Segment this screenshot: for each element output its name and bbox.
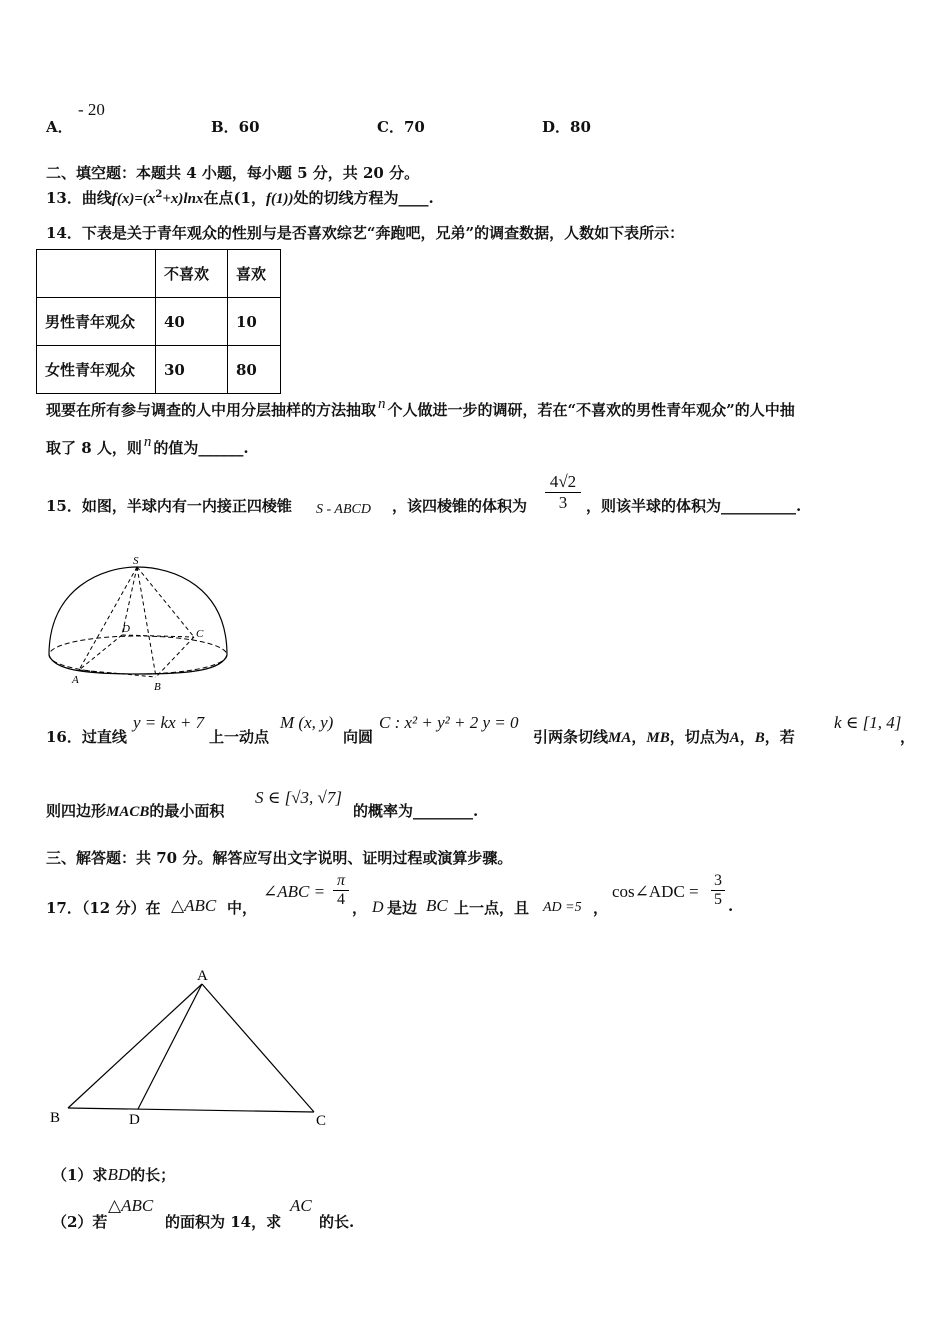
q16-comma-2: ，: [739, 728, 755, 746]
q17-p1-bd: BD: [107, 1165, 131, 1184]
table-row: [37, 250, 281, 298]
q15-pyramid: S - ABCD: [316, 502, 371, 517]
option-c: C．70: [377, 118, 425, 136]
q16-mb: MB: [646, 730, 670, 746]
q14-line1-b: 个人做进一步的调研，若在“不喜欢的男性青年观众”的人中抽: [387, 401, 795, 419]
q17-p2-a: （2）若: [52, 1213, 108, 1231]
base-ellipse: [49, 636, 227, 674]
q17-end: .: [728, 897, 734, 915]
q15-prefix: 15．如图，半球内有一内接正四棱锥: [46, 497, 292, 515]
table-cell: 女性青年观众: [37, 346, 156, 394]
table-cell: 30: [156, 346, 228, 394]
q15-mid: ，该四棱锥的体积为: [392, 497, 528, 515]
q15-frac-den: 3: [558, 493, 568, 512]
label-s: S: [133, 555, 139, 567]
q16-line2-c: 的概率为________.: [353, 802, 479, 820]
q16-circle: C : x² + y² + 2 y = 0: [379, 713, 519, 732]
base-front-arc: [49, 655, 227, 674]
option-b: B．60: [211, 118, 260, 136]
label-b-17: B: [50, 1110, 61, 1126]
option-a-label: A．: [46, 118, 73, 136]
survey-table: [36, 249, 281, 394]
q16-t2: 向圆: [343, 728, 374, 746]
q14-line1-a: 现要在所有参与调查的人中用分层抽样的方法抽取: [46, 401, 377, 419]
q17-p2-b: 的面积为 14，求: [165, 1213, 282, 1231]
label-c: C: [196, 628, 204, 640]
section3-title: 三、解答题：共 70 分。解答应写出文字说明、证明过程或演算步骤。: [46, 849, 513, 867]
triangle-figure: [44, 962, 344, 1132]
q17-tri: △ABC: [171, 896, 217, 915]
side-bc: [68, 1108, 314, 1112]
q17-ad: AD =5: [543, 900, 582, 915]
label-d: D: [122, 623, 130, 635]
option-d: D．80: [542, 118, 591, 136]
table-cell: 男性青年观众: [37, 298, 156, 346]
q17-cos-frac: [711, 872, 725, 909]
question-13: [46, 187, 434, 208]
q17-p2-c: 的长.: [319, 1213, 355, 1231]
table-row: [37, 346, 281, 394]
table-row: [37, 298, 281, 346]
q17-p1-a: （1）求: [52, 1166, 108, 1184]
q17-pi-frac: [333, 872, 349, 909]
q16-line2-b: 的最小面积: [149, 802, 225, 820]
table-cell: 40: [156, 298, 228, 346]
label-a-17: A: [197, 968, 208, 984]
q17-pi-den: 4: [337, 891, 345, 908]
q17-pi-num: π: [333, 872, 349, 891]
q16-t4: ，切点为: [669, 728, 730, 746]
q14-var-n: n: [378, 396, 386, 412]
q14-var-n-2: n: [143, 434, 152, 450]
q16-line2-a: 则四边形: [46, 802, 107, 820]
q15-frac-num: 4√2: [545, 472, 581, 493]
q16-pb: B: [754, 730, 765, 746]
q16-prefix: 16．过直线: [46, 728, 127, 746]
q16-line1-rest: [533, 726, 795, 747]
q16-pa: A: [729, 730, 740, 746]
pyramid-lines: [79, 567, 194, 677]
q15-fraction: [545, 472, 581, 513]
q16-krange: k ∈ [1, 4]: [834, 713, 902, 732]
q14-line2-a: 取了 8 人，则: [46, 439, 142, 457]
q16-ma: MA: [608, 730, 632, 746]
q17-angle: ∠ABC =: [263, 882, 326, 901]
q15-tail: ，则该半球的体积为__________.: [586, 497, 802, 515]
label-a: A: [72, 674, 79, 686]
q17-t5: ，: [593, 899, 609, 917]
q17-part1: [52, 1164, 175, 1185]
q13-f1: f(1)): [265, 191, 294, 207]
q14-line1: [46, 396, 795, 420]
q13-mid: 在点(1，: [203, 189, 266, 207]
q17-p2-tri: △ABC: [108, 1196, 154, 1215]
q13-func-rest: +x)lnx: [162, 191, 204, 207]
q16-t3: 引两条切线: [533, 728, 609, 746]
segment-ad: [138, 984, 202, 1109]
q17-cos-den: 5: [714, 891, 722, 908]
q13-sup: 2: [155, 189, 163, 200]
q17-cos: cos∠ADC =: [612, 882, 699, 901]
label-d-17: D: [129, 1112, 140, 1128]
q16-macb: MACB: [106, 804, 150, 820]
section2-title: 二、填空题：本题共 4 小题，每小题 5 分，共 20 分。: [46, 164, 420, 182]
q13-tail: 处的切线方程为____.: [293, 189, 434, 207]
q17-p1-b: 的长；: [130, 1166, 176, 1184]
table-header-cell: 不喜欢: [156, 250, 228, 298]
q13-func: f(x)=(x: [111, 191, 156, 207]
side-ac: [202, 984, 314, 1112]
q17-bc: BC: [426, 896, 448, 915]
q14-line2: [46, 434, 249, 458]
q16-comma: ，: [631, 728, 647, 746]
side-ab: [68, 984, 202, 1108]
label-b: B: [154, 681, 161, 693]
q16-t1: 上一动点: [209, 728, 270, 746]
q17-d: D: [372, 899, 384, 916]
option-a-value: - 20: [78, 100, 105, 119]
q17-p2-ac: AC: [290, 1196, 312, 1215]
q16-srange: S ∈ [√3, √7]: [255, 788, 342, 807]
q17-prefix: 17．（12 分）在: [46, 899, 161, 917]
hemisphere-figure: [44, 552, 234, 697]
q16-end: ，: [900, 728, 916, 746]
q13-num: 13．曲线: [46, 189, 112, 207]
q17-t4: 上一点，且: [454, 899, 530, 917]
table-cell: 80: [228, 346, 281, 394]
q16-t5: ，若: [764, 728, 795, 746]
q17-cos-num: 3: [711, 872, 725, 891]
q16-line-eq: y = kx + 7: [133, 713, 205, 732]
table-header-cell: 喜欢: [228, 250, 281, 298]
q16-point: M (x, y): [280, 713, 334, 732]
q17-t1: 中，: [227, 899, 258, 917]
table-cell: 10: [228, 298, 281, 346]
table-header-cell: [37, 250, 156, 298]
q16-line2-a-wrap: [46, 800, 224, 821]
q14-intro: 14．下表是关于青年观众的性别与是否喜欢综艺“奔跑吧，兄弟”的调查数据，人数如下表所示：: [46, 224, 685, 242]
q14-line2-b: 的值为______.: [153, 439, 249, 457]
q17-t2: ，: [352, 899, 368, 917]
q17-t3: 是边: [387, 899, 418, 917]
label-c-17: C: [316, 1113, 327, 1129]
